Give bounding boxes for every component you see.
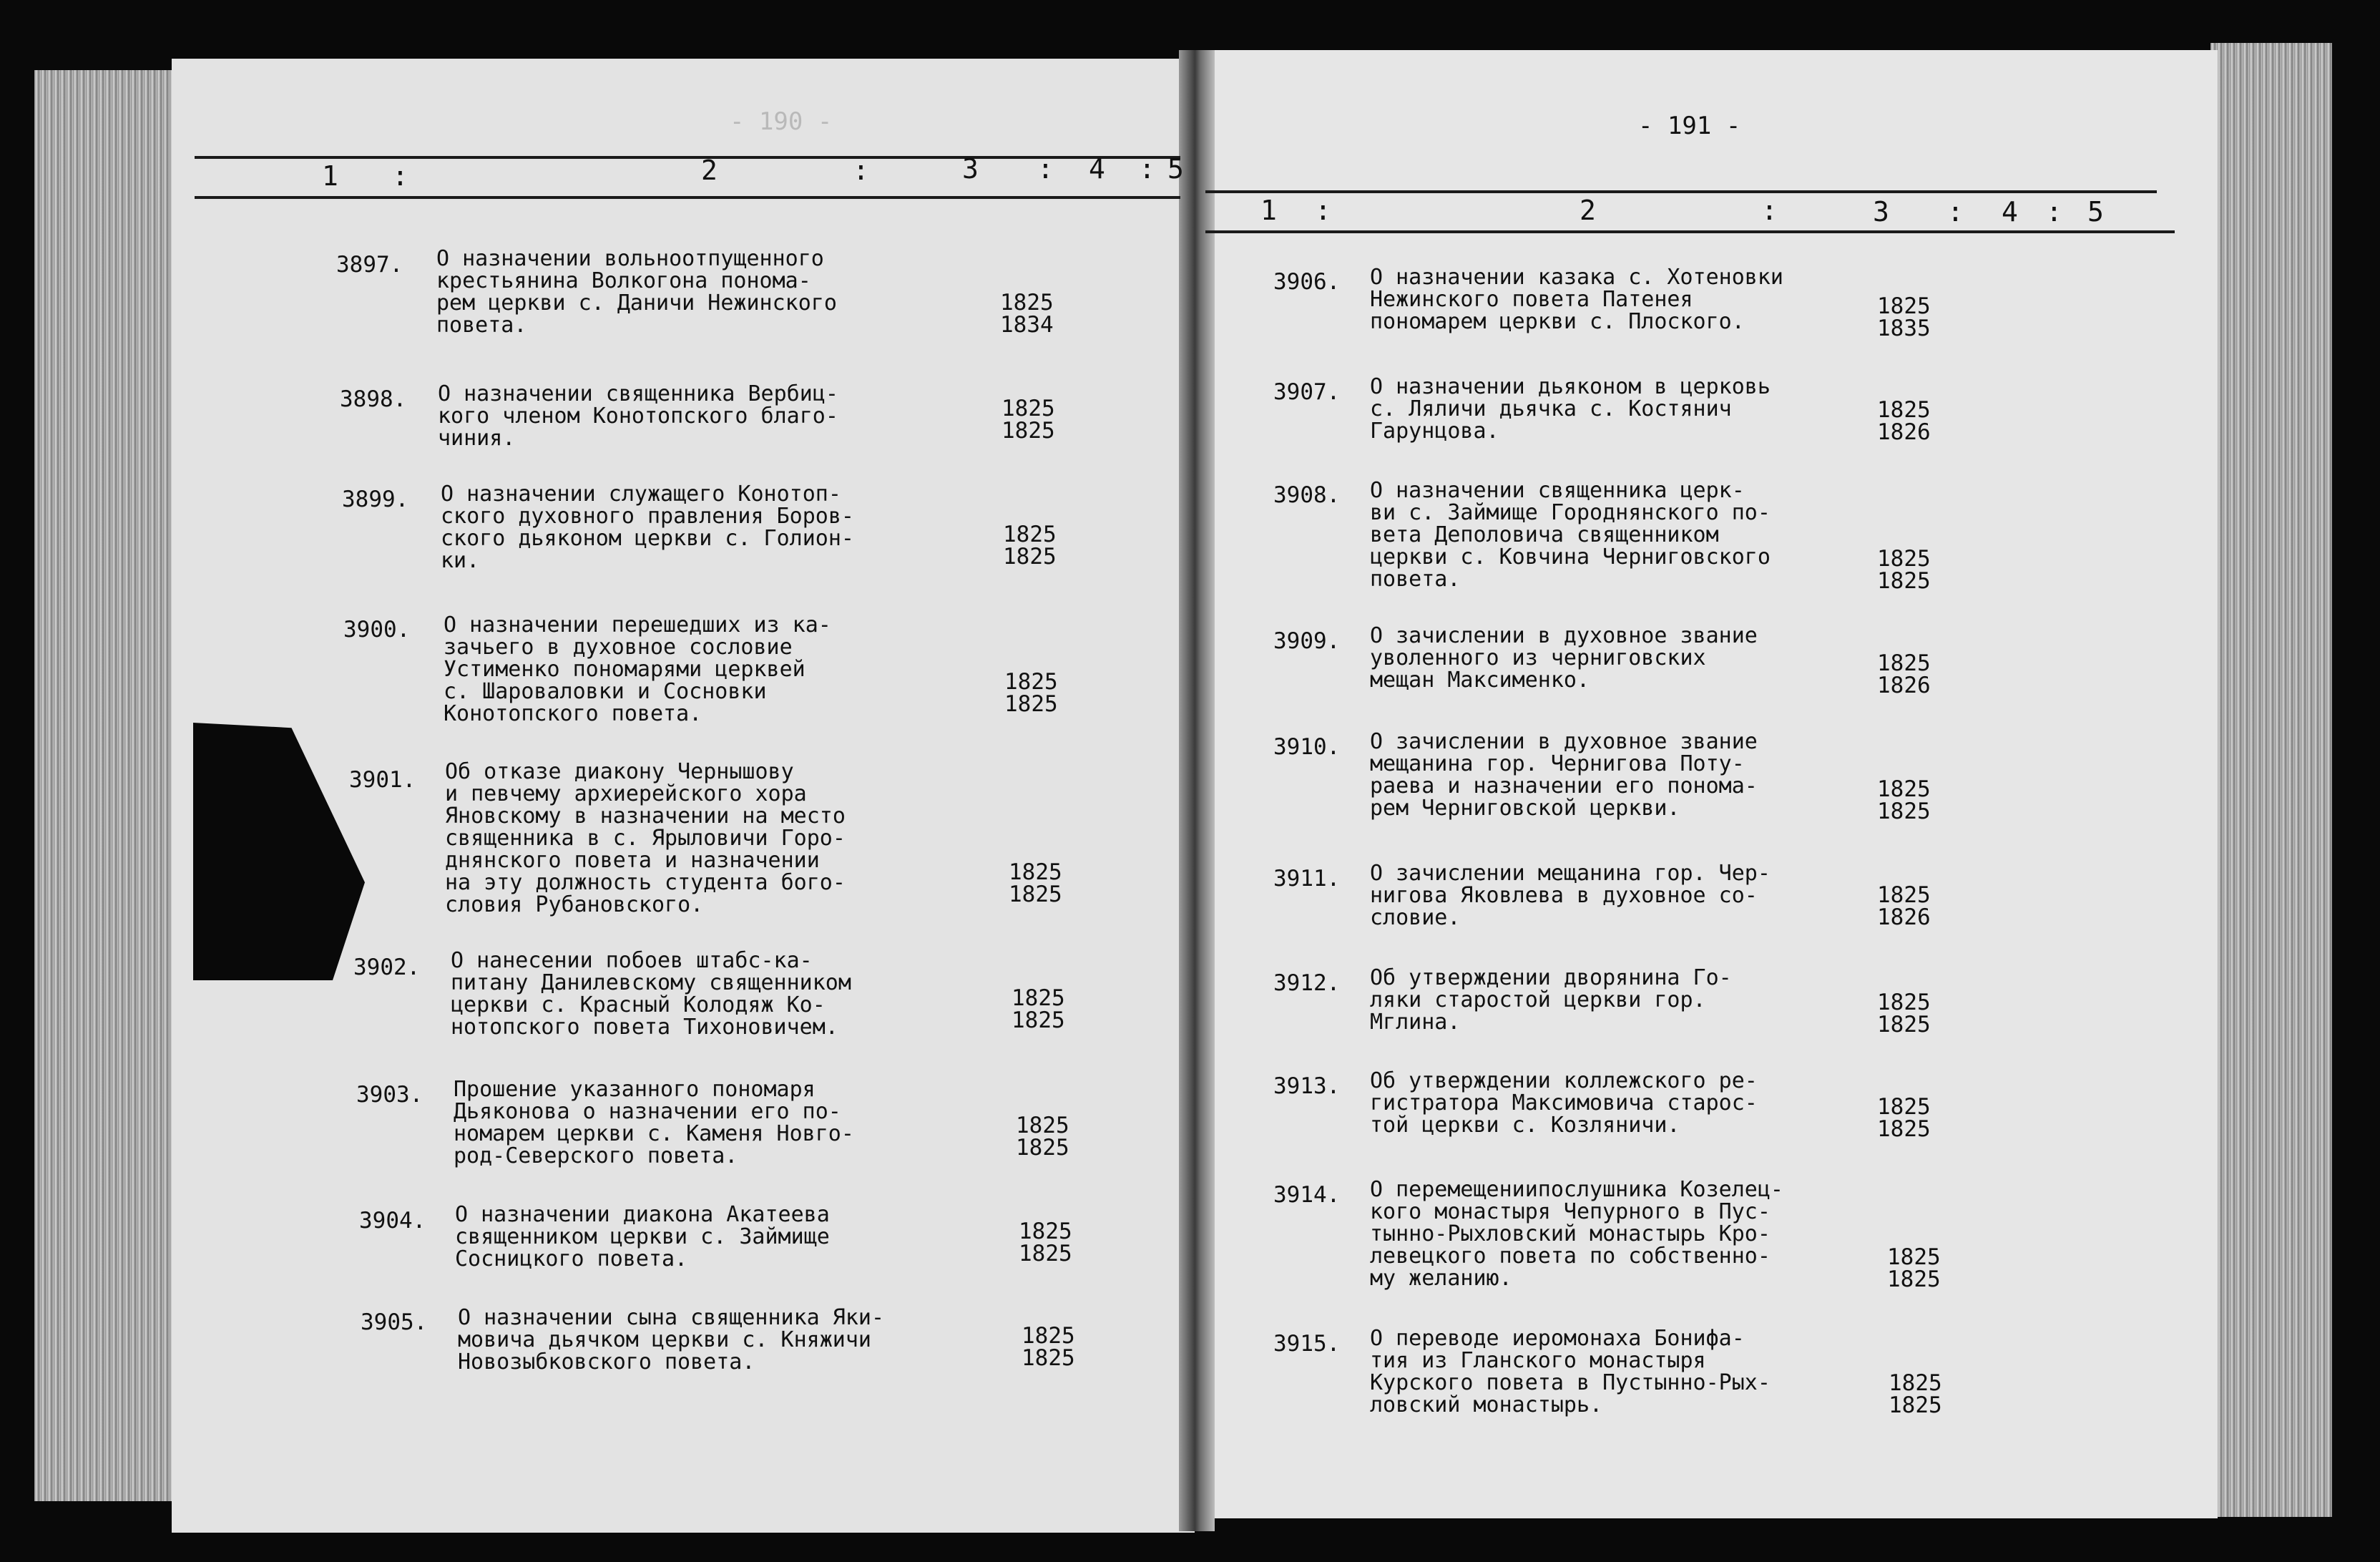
entry-years [1877,992,1931,1036]
col-5-label: 5 [1167,153,1184,185]
entry-number: 3913. [1273,1073,1341,1099]
start-year: 1825 [1889,1370,1942,1396]
entry-years [1002,398,1055,442]
entry-description: О назначении казака с. Хотеновки Нежинского повета Патенея пономарем церкви с. Плоского. [1370,265,1783,334]
entry-number: 3906. [1273,269,1341,295]
end-year: 1825 [1887,1266,1941,1292]
end-year: 1825 [1009,882,1062,907]
entry-number: 3910. [1273,734,1341,760]
entry-number: 3908. [1273,482,1341,508]
left-page-number: - 190 - [730,107,833,136]
entry-description: О назначении вольноотпущенного крестьянина Волкогона понома- рем церкви с. Даничи Нежинского повета. [436,246,837,338]
left-header-rule-top [195,156,1180,159]
entry-years [1004,671,1058,716]
entry-number: 3902. [353,955,421,980]
entry-description: О назначении перешедших из ка- зачьего в духовное сословие Устименко пономарями церквей с. Шароваловки и Сосновки Конотопского повета. [444,612,831,726]
page-edges-left [34,70,177,1501]
entry-years [1877,1096,1931,1141]
entry-number: 3914. [1273,1182,1341,1208]
entry-description: О назначении священника церк- ви с. Займище Городнянского по- вета Деполовича священником церкви с. Ковчина Черниговского повета. [1370,478,1771,592]
col-3-label: 3 [962,153,979,185]
start-year: 1825 [1022,1323,1075,1349]
entry-description: О перемещениипослушника Козелец- кого монастыря Чепурного в Пус- тынно-Рыхловский монастырь Кро- левецкого повета по собственно- му желанию. [1370,1177,1783,1291]
col-3-label: 3 [1873,196,1889,228]
left-header-rule-bottom [195,196,1180,199]
end-year: 1825 [1004,691,1058,717]
col-separator: : [1139,153,1155,185]
entry-number: 3901. [349,767,416,793]
col-separator: : [1037,153,1054,185]
end-year: 1825 [1002,418,1055,444]
entry-years [1877,548,1931,592]
right-header-rule-top [1205,190,2157,193]
entry-number: 3900. [343,617,411,643]
entry-description: Прошение указанного пономаря Дьяконова о назначении его по- номарем церкви с. Каменя Новго- род-Северского повета. [454,1077,854,1168]
col-4-label: 4 [2002,196,2018,228]
end-year: 1825 [1877,1012,1931,1038]
entry-years [1012,987,1065,1032]
entry-number: 3911. [1273,866,1341,892]
start-year: 1825 [1877,546,1931,572]
col-separator: : [1761,195,1778,226]
col-separator: : [392,160,408,192]
entry-number: 3899. [342,487,409,512]
col-4-label: 4 [1089,153,1105,185]
entry-number: 3909. [1273,628,1341,654]
end-year: 1825 [1016,1135,1069,1161]
end-year: 1826 [1877,673,1931,698]
end-year: 1834 [1000,312,1054,338]
entry-description: О нанесении побоев штабс-ка- питану Данилевскому священником церкви с. Красный Колодяж Ко- нотопского повета Тихоновичем. [451,948,851,1040]
end-year: 1825 [1012,1007,1065,1033]
end-year: 1825 [1889,1392,1942,1418]
start-year: 1825 [1000,290,1054,316]
entry-description: О переводе иеромонаха Бонифа- тия из Гланского монастыря Курского повета в Пустынно-Рых- ловский монастырь. [1370,1326,1771,1417]
entry-years [1022,1325,1075,1370]
entry-description: О назначении дьяконом в церковь с. Ляличи дьячка с. Костянич Гарунцова. [1370,374,1771,444]
entry-number: 3898. [340,386,407,412]
entry-years [1877,778,1931,823]
entry-number: 3905. [361,1309,428,1335]
entry-description: Об отказе диакону Чернышову и певчему архиерейского хора Яновскому в назначении на место священника в с. Ярыловичи Горо- днянского повета и назначении на эту должность студента бого- словия Рубановского. [445,759,846,917]
col-2-label: 2 [701,155,718,186]
start-year: 1825 [1877,293,1931,319]
right-header-rule-bottom [1205,230,2175,233]
entry-number: 3907. [1273,379,1341,405]
entry-description: Об утверждении дворянина Го- ляки старостой церкви гор. Мглина. [1370,965,1732,1035]
entry-description: О назначении сына священника Яки- мовича дьячком церкви с. Княжичи Новозыбковского повета. [458,1305,885,1375]
entry-years [1889,1372,1942,1417]
entry-description: О назначении диакона Акатеева священником церкви с. Займище Сосницкого повета. [455,1202,830,1271]
entry-description: О зачислении мещанина гор. Чер- нигова Яковлева в духовное со- словие. [1370,861,1771,930]
entry-years [1016,1115,1069,1159]
start-year: 1825 [1019,1219,1072,1244]
entry-number: 3915. [1273,1331,1341,1357]
entry-number: 3903. [356,1082,423,1108]
entry-description: О назначении священника Вербиц- кого членом Конотопского благо- чиния. [438,381,838,451]
start-year: 1825 [1877,776,1931,802]
col-separator: : [2046,196,2062,228]
entry-years [1877,650,1931,698]
end-year: 1825 [1877,799,1931,824]
entry-number: 3897. [336,252,403,278]
entry-description: Об утверждении коллежского ре- гистратора Максимовича старос- той церкви с. Козляничи. [1370,1068,1758,1138]
entry-description: О зачислении в духовное звание уволенного из черниговских мещан Максименко. [1370,623,1758,693]
entry-years [1877,399,1931,444]
entry-years [1009,861,1062,906]
start-year: 1825 [1877,397,1931,423]
book-gutter [1179,50,1215,1531]
start-year: 1825 [1012,985,1065,1011]
end-year: 1825 [1019,1241,1072,1266]
start-year: 1825 [1016,1113,1069,1138]
start-year: 1825 [1877,1094,1931,1120]
start-year: 1825 [1877,882,1931,908]
end-year: 1825 [1003,544,1057,570]
entry-years [1877,293,1931,341]
start-year: 1825 [1003,522,1057,547]
end-year: 1826 [1877,419,1931,445]
end-year: 1835 [1877,316,1931,341]
start-year: 1825 [1004,669,1058,695]
col-separator: : [853,155,869,186]
entry-description: О назначении служащего Конотоп- ского духовного правления Боров- ского дьяконом церкви с. Голион- ки. [441,482,854,573]
entry-years [1877,884,1931,929]
start-year: 1825 [1009,859,1062,885]
col-2-label: 2 [1580,195,1596,226]
entry-years [1887,1246,1941,1291]
start-year: 1825 [1877,650,1931,676]
start-year: 1825 [1002,396,1055,421]
col-1-label: 1 [322,160,338,192]
start-year: 1825 [1887,1244,1941,1270]
end-year: 1825 [1877,568,1931,594]
entry-number: 3904. [359,1208,426,1234]
page-edges-right [2210,43,2332,1517]
end-year: 1825 [1022,1345,1075,1371]
entry-number: 3912. [1273,970,1341,996]
start-year: 1825 [1877,990,1931,1015]
entry-years [1000,292,1054,336]
col-separator: : [1947,196,1964,228]
end-year: 1825 [1877,1116,1931,1142]
entry-years [1019,1221,1072,1265]
end-year: 1826 [1877,904,1931,930]
col-5-label: 5 [2087,196,2104,228]
entry-description: О зачислении в духовное звание мещанина гор. Чернигова Поту- раева и назначении его понома- рем Черниговской церкви. [1370,729,1758,821]
entry-years [1003,524,1057,568]
right-page-number: - 191 - [1638,112,1741,140]
col-separator: : [1315,195,1331,226]
col-1-label: 1 [1260,195,1277,226]
